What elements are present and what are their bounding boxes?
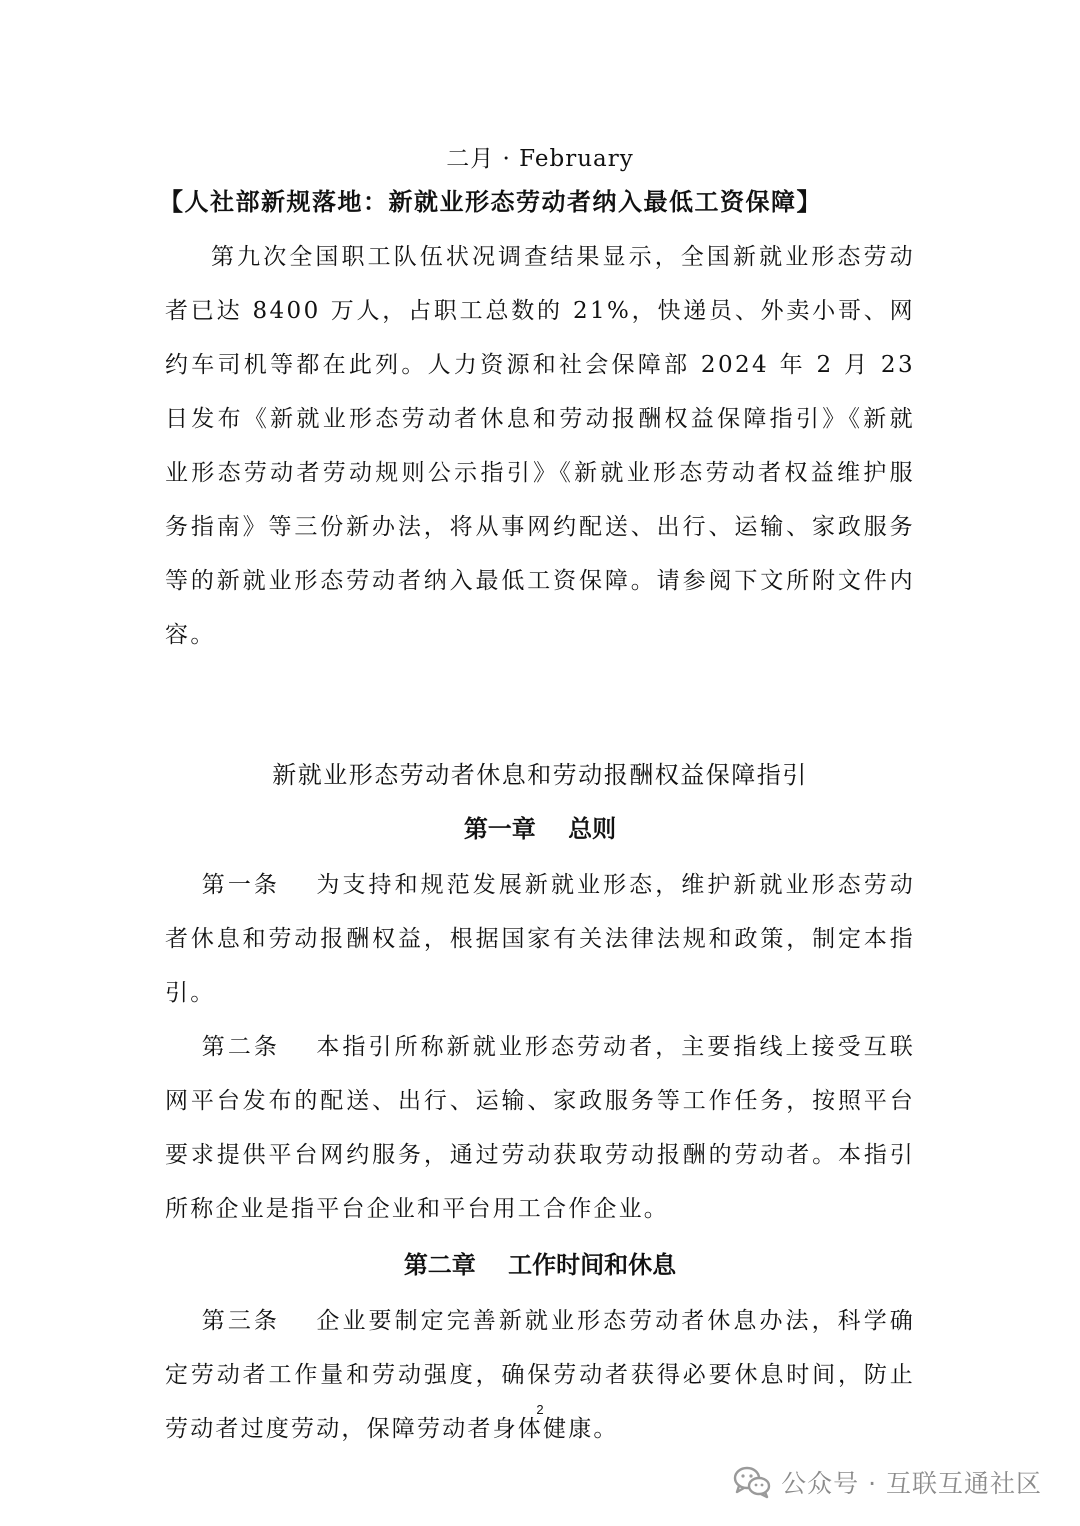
- article-number: 第二条: [201, 1034, 317, 1060]
- wechat-icon: [733, 1465, 771, 1499]
- watermark: [733, 1462, 1042, 1502]
- article-2: [165, 1020, 915, 1236]
- document-title: 新就业形态劳动者休息和劳动报酬权益保障指引: [272, 761, 808, 789]
- chapter-heading: 第一章 总则: [463, 814, 617, 843]
- article-number: 第一条: [201, 872, 317, 898]
- article-text: 企业要制定完善新就业形态劳动者休息办法，科学确定劳动者工作量和劳动强度，确保劳动者获得必要休息时间，防止劳动者过度劳动，保障劳动者身体健康。: [165, 1308, 915, 1442]
- news-headline: 【人社部新规落地：新就业形态劳动者纳入最低工资保障】: [159, 187, 822, 216]
- watermark-text: 公众号 · 互联互通社区: [781, 1469, 1042, 1498]
- article-3: [165, 1294, 915, 1456]
- news-paragraph: 第九次全国职工队伍状况调查结果显示，全国新就业形态劳动者已达 8400 万人，占职工总数的 21%，快递员、外卖小哥、网约车司机等都在此列。人力资源和社会保障部 2024 年 2 月 23 日发布《新就业形态劳动者休息和劳动报酬权益保障指引》《新就业形态劳动者劳动规则公示指引》《新就业形态劳动者权益维护服务指南》等三份新办法，将从事网约配送、出行、运输、家政服务等的新就业形态劳动者纳入最低工资保障。请参阅下文所附文件内容。: [165, 244, 915, 648]
- article-1: [165, 858, 915, 1020]
- article-text: 本指引所称新就业形态劳动者，主要指线上接受互联网平台发布的配送、出行、运输、家政服务等工作任务，按照平台要求提供平台网约服务，通过劳动获取劳动报酬的劳动者。本指引所称企业是指平台企业和平台用工合作企业。: [165, 1034, 915, 1222]
- month-heading: 二月 · February: [446, 146, 634, 172]
- page-content: [159, 136, 915, 1456]
- chapter-heading: 第二章 工作时间和休息: [403, 1250, 677, 1279]
- article-number: 第三条: [201, 1308, 317, 1334]
- page-number: 2: [536, 1402, 544, 1417]
- article-text: 为支持和规范发展新就业形态，维护新就业形态劳动者休息和劳动报酬权益，根据国家有关法律法规和政策，制定本指引。: [165, 872, 915, 1006]
